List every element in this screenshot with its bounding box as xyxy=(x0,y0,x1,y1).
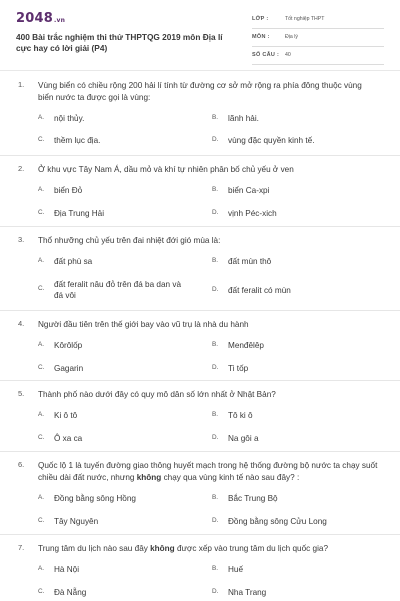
option-text: vịnh Péc-xich xyxy=(228,209,277,218)
site-logo[interactable]: 2048.vn xyxy=(16,11,66,26)
option-text: Kôrôlốp xyxy=(54,341,83,350)
meta-label: MÔN : xyxy=(252,34,270,40)
option-letter: D. xyxy=(212,136,219,143)
option-text: Địa Trung Hải xyxy=(54,209,105,218)
option-letter: C. xyxy=(38,285,45,292)
option-letter: B. xyxy=(212,257,219,264)
option-text: đất phù sa xyxy=(54,257,93,266)
option-text: Đồng bằng sông Hồng xyxy=(54,494,136,503)
option-letter: C. xyxy=(38,209,45,216)
option-text: Tô ki ô xyxy=(228,411,253,420)
question-text: Thành phố nào dưới đây có quy mô dân số lớn nhất ở Nhật Bản? xyxy=(38,390,276,399)
meta-label: SỐ CÂU : xyxy=(252,52,280,58)
option-text: biển Ca-xpi xyxy=(228,186,270,195)
option-letter: D. xyxy=(212,364,219,371)
option-text: Bắc Trung Bộ xyxy=(228,494,278,503)
option-letter: A. xyxy=(38,114,45,121)
question-divider xyxy=(0,451,400,452)
document-meta xyxy=(252,13,384,67)
question-text: Vùng biển có chiều rộng 200 hải lí tính từ đường cơ sở mở rộng ra phía đông thuộc vùng biển nước ta được gọi là vùng: xyxy=(38,81,362,102)
option-letter: A. xyxy=(38,411,45,418)
option-text: Đà Nẵng xyxy=(54,588,87,597)
option-letter: A. xyxy=(38,341,45,348)
question-number: 2. xyxy=(18,164,25,173)
page-header xyxy=(0,0,400,66)
document-title: 400 Bài trắc nghiệm thi thử THPTQG 2019 môn Địa lí cực hay có lời giải (P4) xyxy=(16,32,223,53)
option-letter: B. xyxy=(212,411,219,418)
option-text: Ti tốp xyxy=(228,364,249,373)
emphasis-text: không xyxy=(136,473,162,482)
meta-row-question-count xyxy=(252,49,384,65)
option-text: Tây Nguyên xyxy=(54,517,99,526)
option-text: Huế xyxy=(228,565,244,574)
option-letter: D. xyxy=(212,209,219,216)
option-letter: C. xyxy=(38,517,45,524)
meta-value: 40 xyxy=(285,52,291,58)
question-divider xyxy=(0,534,400,535)
option-text: Menđêlêp xyxy=(228,341,264,350)
option-letter: C. xyxy=(38,588,45,595)
question-text: Ở khu vực Tây Nam Á, dầu mỏ và khí tự nhiên phân bố chủ yếu ở ven xyxy=(38,165,294,174)
question-number: 5. xyxy=(18,389,25,398)
option-text: đất feralit nâu đỏ trên đá ba dan và đá vôi xyxy=(54,280,181,300)
option-letter: C. xyxy=(38,136,45,143)
option-text: vùng đặc quyền kinh tế. xyxy=(228,136,315,145)
option-text: Đồng bằng sông Cửu Long xyxy=(228,517,327,526)
option-letter: D. xyxy=(212,286,219,293)
meta-value: Tốt nghiệp THPT xyxy=(285,16,325,22)
option-text: Gagarin xyxy=(54,364,84,373)
option-text: Hà Nội xyxy=(54,565,80,574)
question-number: 4. xyxy=(18,319,25,328)
option-letter: A. xyxy=(38,494,45,501)
option-letter: A. xyxy=(38,257,45,264)
header-divider xyxy=(0,70,400,71)
emphasis-text: không xyxy=(150,544,175,553)
option-letter: A. xyxy=(38,186,45,193)
option-text: nội thủy. xyxy=(54,114,85,123)
option-letter: D. xyxy=(212,434,219,441)
option-text: thềm lục địa. xyxy=(54,136,101,145)
option-letter: A. xyxy=(38,565,45,572)
meta-value: Địa lý xyxy=(285,34,298,40)
option-letter: B. xyxy=(212,186,219,193)
option-text: lãnh hải. xyxy=(228,114,259,123)
option-letter: D. xyxy=(212,517,219,524)
question-number: 1. xyxy=(18,80,25,89)
question-text: Thổ nhưỡng chủ yếu trên đai nhiệt đới gió mùa là: xyxy=(38,236,221,245)
question-divider xyxy=(0,155,400,156)
question-number: 6. xyxy=(18,460,25,469)
meta-row-class xyxy=(252,13,384,29)
question-number: 3. xyxy=(18,235,25,244)
option-text: Na gôi a xyxy=(228,434,259,443)
question-divider xyxy=(0,310,400,311)
option-letter: B. xyxy=(212,565,219,572)
question-text: Quốc lộ 1 là tuyến đường giao thông huyết mạch trong hệ thống đường bộ nước ta chạy suốt chiều dài đất nước, nhưng không chạy qua vùng kinh tế nào sau đây? : xyxy=(38,461,378,482)
question-number: 7. xyxy=(18,543,25,552)
question-text: Người đầu tiên trên thế giới bay vào vũ trụ là nhà du hành xyxy=(38,320,249,329)
option-letter: C. xyxy=(38,364,45,371)
option-letter: B. xyxy=(212,494,219,501)
meta-row-subject xyxy=(252,31,384,47)
option-text: Nha Trang xyxy=(228,588,267,597)
option-text: đất mùn thô xyxy=(228,257,272,266)
question-text: Trung tâm du lịch nào sau đây không được xếp vào trung tâm du lịch quốc gia? xyxy=(38,544,328,553)
meta-label: LỚP : xyxy=(252,16,269,22)
option-text: đất feralit có mùn xyxy=(228,286,291,295)
option-letter: D. xyxy=(212,588,219,595)
question-divider xyxy=(0,380,400,381)
option-letter: B. xyxy=(212,341,219,348)
option-text: biển Đỏ xyxy=(54,186,83,195)
question-divider xyxy=(0,226,400,227)
option-text: Ô xa ca xyxy=(54,434,83,443)
option-letter: C. xyxy=(38,434,45,441)
option-letter: B. xyxy=(212,114,219,121)
option-text: Ki ô tô xyxy=(54,411,78,420)
